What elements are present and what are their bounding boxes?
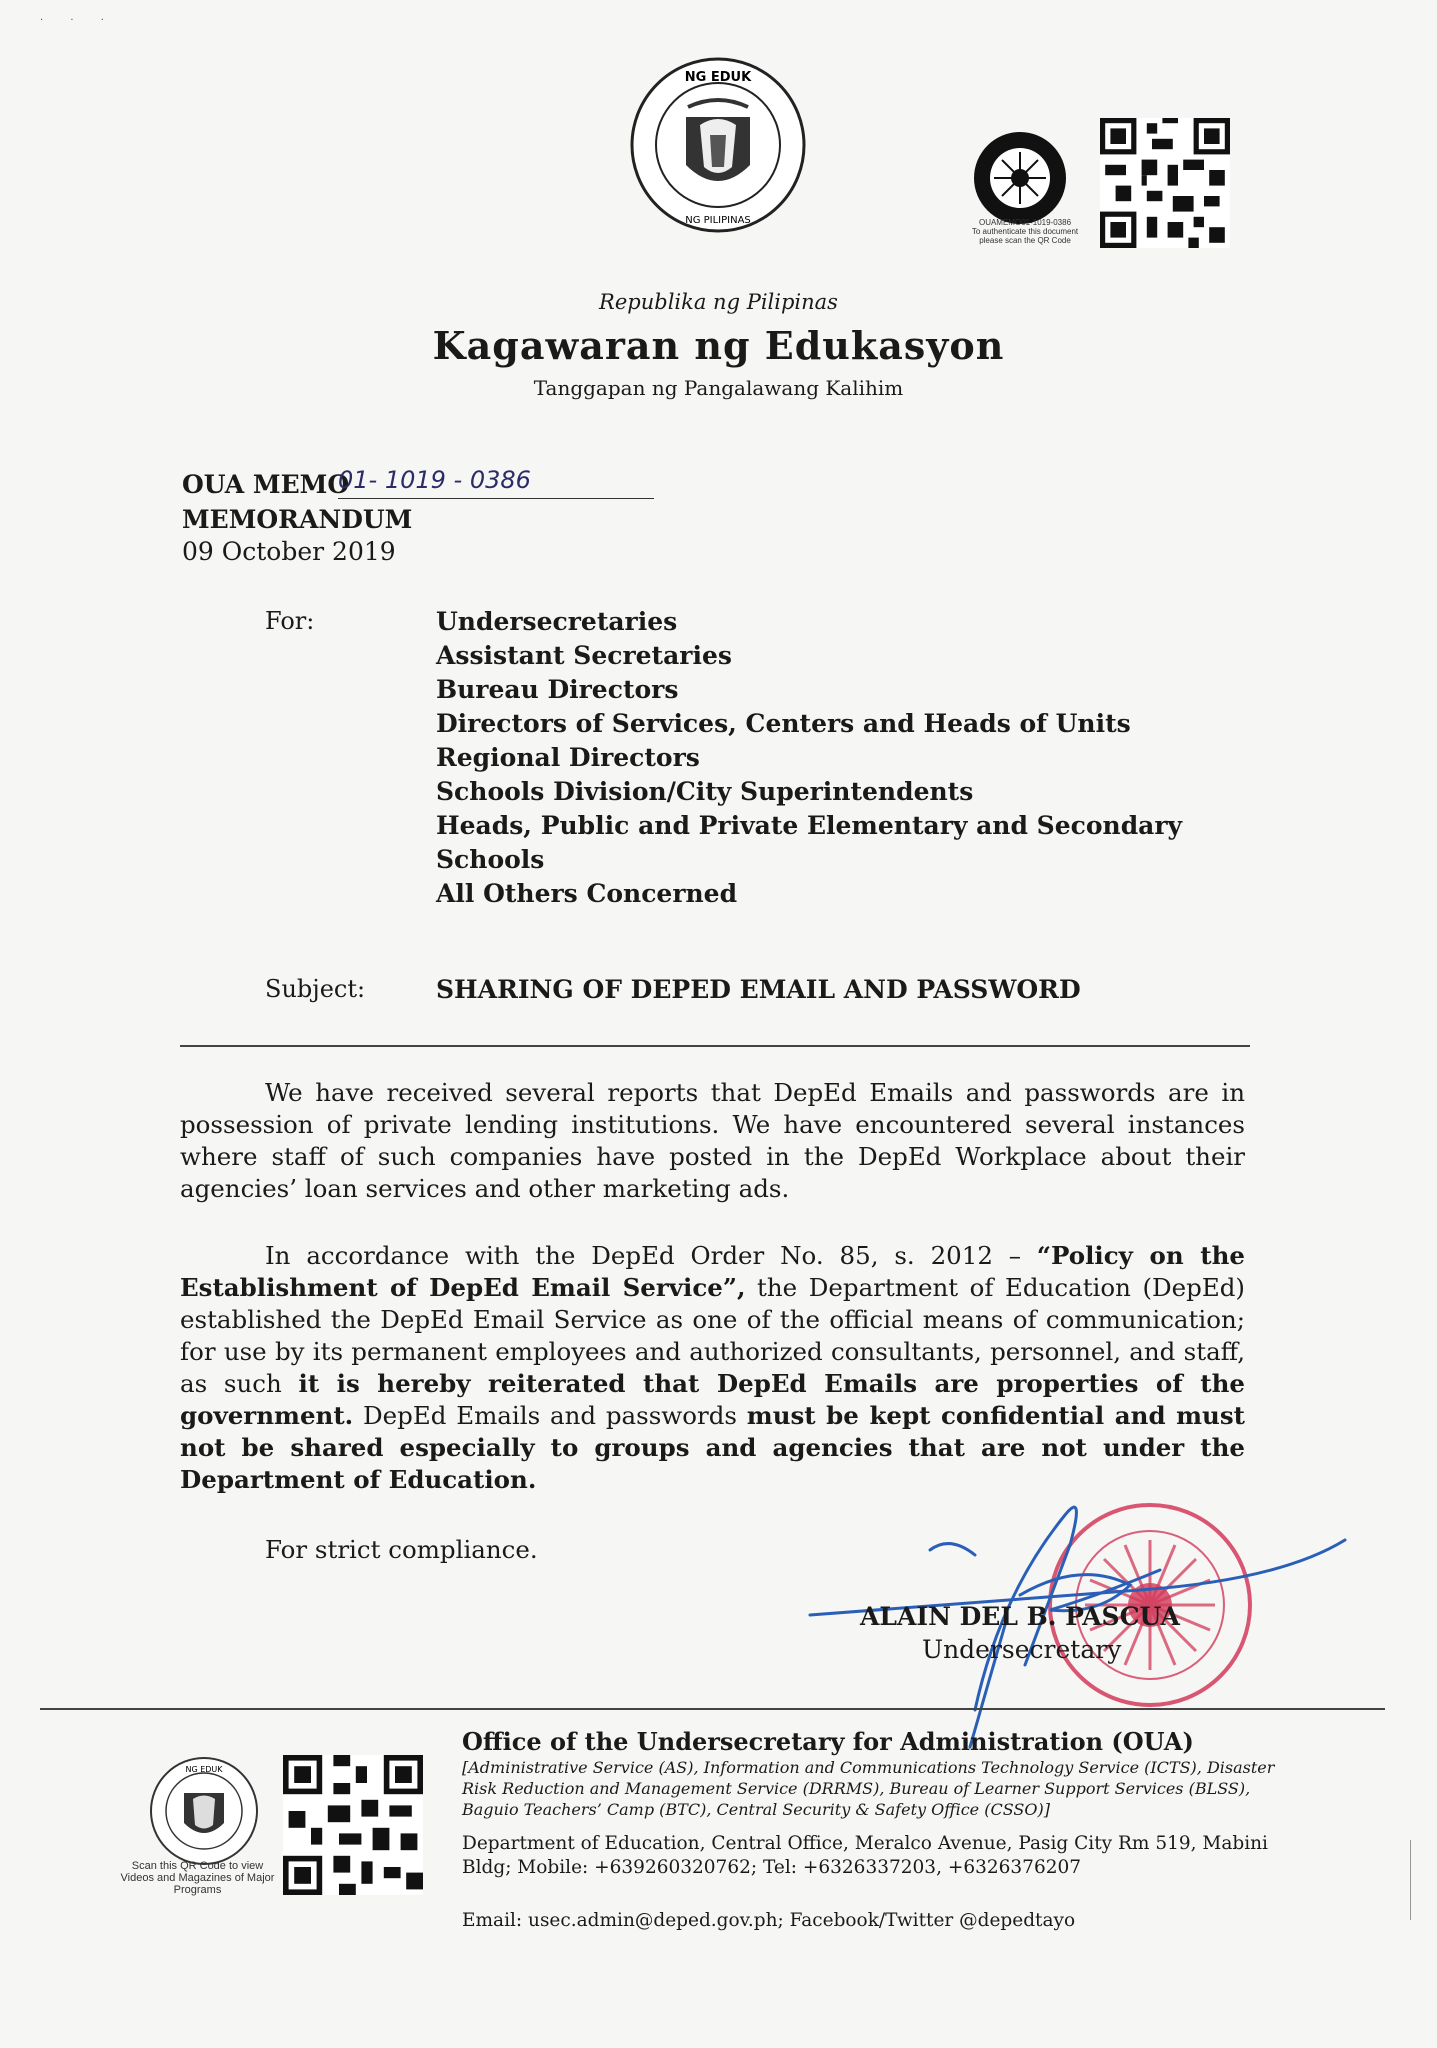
emphasis-text: must be kept confidential and must not be shared especially to groups and agencies that are not under the Department of Education. bbox=[180, 1401, 1245, 1494]
closing-line: For strict compliance. bbox=[265, 1535, 538, 1564]
memo-label: OUA MEMO bbox=[182, 470, 350, 499]
qr-caption-line: please scan the QR Code bbox=[979, 236, 1071, 245]
department-header: Kagawaran ng Edukasyon bbox=[432, 323, 1005, 368]
p2-text: In accordance with the DepEd Order No. 85, s. 2012 – bbox=[265, 1241, 1037, 1270]
p2-text: the Department of Education (DepEd) established the DepEd Email Service as one of the official means of communication; for use by its permanent employees and authorized consultants, personnel, and staff, as such bbox=[180, 1273, 1245, 1398]
signatory-name: ALAIN DEL B. PASCUA bbox=[860, 1602, 1180, 1631]
subject-text: SHARING OF DEPED EMAIL AND PASSWORD bbox=[436, 975, 1081, 1004]
qr-authentication-caption bbox=[950, 218, 1100, 245]
footer-units-list: [Administrative Service (AS), Information and Communications Technology Service (ICTS), Disaster Risk Reduction and Management Service (DRRMS), Bureau of Learner Support Services (BLSS), Baguio Teachers’ Camp (BTC), Central Security & Safety Office (CSSO)] bbox=[462, 1758, 1275, 1819]
scan-edge-line bbox=[1410, 1840, 1411, 1920]
recipient-item: Regional Directors bbox=[436, 743, 700, 772]
footer-address: Department of Education, Central Office, Meralco Avenue, Pasig City Rm 519, Mabini Bldg; Mobile: +639260320762; Tel: +6326337203, +6326376207 bbox=[462, 1833, 1268, 1878]
deped-seal-logo bbox=[628, 55, 808, 235]
recipient-item: Heads, Public and Private Elementary and Secondary bbox=[436, 811, 1183, 840]
recipient-item: Schools Division/City Superintendents bbox=[436, 777, 974, 806]
recipient-item: Directors of Services, Centers and Heads of Units bbox=[436, 709, 1131, 738]
scan-specks: · · · bbox=[40, 15, 116, 26]
memo-number: 01- 1019 - 0386 bbox=[338, 466, 654, 499]
memo-date: 09 October 2019 bbox=[182, 537, 396, 566]
recipient-list bbox=[436, 605, 1182, 911]
oua-seal-logo bbox=[970, 128, 1070, 228]
policy-title: “Policy on the Establishment of DepEd Email Service”, bbox=[180, 1241, 1245, 1302]
body-paragraph-1: We have received several reports that DepEd Emails and passwords are in possession of private lending institutions. We have encountered several instances where staff of such companies have posted in the DepEd Workplace about their agencies’ loan services and other marketing ads. bbox=[180, 1078, 1245, 1203]
memo-type: MEMORANDUM bbox=[182, 505, 413, 534]
for-label: For: bbox=[265, 607, 315, 635]
recipient-item: Schools bbox=[436, 845, 545, 874]
svg-text:NG EDUK: NG EDUK bbox=[684, 70, 752, 85]
footer-office-name: Office of the Undersecretary for Administration (OUA) bbox=[462, 1727, 1194, 1756]
emphasis-text: it is hereby reiterated that DepEd Emails are properties of the government. bbox=[180, 1369, 1245, 1430]
authentication-qr-code[interactable] bbox=[1100, 118, 1230, 248]
subject-divider bbox=[180, 1045, 1250, 1047]
svg-text:NG EDUK: NG EDUK bbox=[185, 1765, 223, 1774]
recipient-item: Undersecretaries bbox=[436, 607, 678, 636]
recipient-item: Assistant Secretaries bbox=[436, 641, 732, 670]
p2-text: DepEd Emails and passwords bbox=[353, 1401, 747, 1430]
svg-text:NG PILIPINAS: NG PILIPINAS bbox=[685, 215, 751, 226]
signatory-title: Undersecretary bbox=[922, 1635, 1122, 1664]
body-paragraph-2 bbox=[180, 1240, 1245, 1496]
qr-caption-line: To authenticate this document bbox=[971, 227, 1079, 236]
subject-label: Subject: bbox=[265, 975, 366, 1003]
recipient-item: All Others Concerned bbox=[436, 879, 738, 908]
office-header: Tanggapan ng Pangalawang Kalihim bbox=[533, 376, 904, 400]
footer-qr-caption: Scan this QR Code to view Videos and Magazines of Major Programs bbox=[120, 1860, 275, 1896]
footer-contact-email[interactable]: Email: usec.admin@deped.gov.ph; Facebook/Twitter @depedtayo bbox=[462, 1910, 1076, 1931]
qr-code-id: OUAMEMO01-1019-0386 bbox=[978, 218, 1072, 227]
footer-divider bbox=[40, 1708, 1385, 1710]
footer-programs-qr-code[interactable] bbox=[283, 1755, 423, 1895]
footer-deped-seal-logo bbox=[148, 1755, 260, 1867]
republic-header: Republika ng Pilipinas bbox=[599, 290, 838, 314]
recipient-item: Bureau Directors bbox=[436, 675, 679, 704]
